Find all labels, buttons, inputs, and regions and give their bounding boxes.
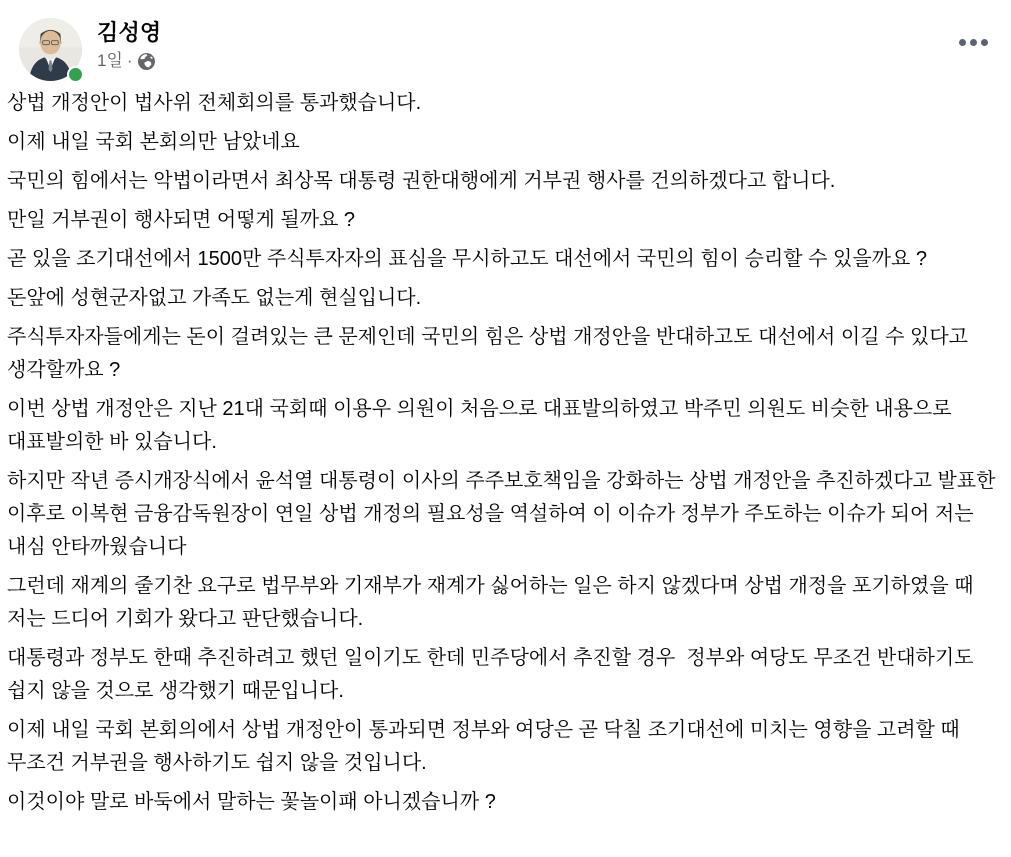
meta-separator: · [126,51,133,70]
post-paragraph: 이제 내일 국회 본회의만 남았네요 [7,131,300,153]
ellipsis-icon [959,39,966,46]
timestamp[interactable]: 1일 [97,51,123,70]
post-header [0,0,1011,81]
post-paragraph: 국민의 힘에서는 악법이라면서 최상목 대통령 권한대행에게 거부권 행사를 건의하겠다고 합니다. [7,170,836,192]
post-paragraph: 돈앞에 성현군자없고 가족도 없는게 현실입니다. [7,287,422,309]
header-text [97,18,161,72]
ellipsis-icon [970,39,977,46]
post-paragraph: 주식투자자들에게는 돈이 걸려있는 큰 문제인데 국민의 힘은 상법 개정안을 반대하고도 대선에서 이길 수 있다고 생각할까요 ? [7,326,974,381]
post-paragraph: 이제 내일 국회 본회의에서 상법 개정안이 통과되면 정부와 여당은 곧 닥칠 조기대선에 미치는 영향을 고려할 때 무조건 거부권을 행사하기도 쉽지 않을 것입니다. [7,719,966,774]
post-paragraph: 이번 상법 개정안은 지난 21대 국회때 이용우 의원이 처음으로 대표발의하였고 박주민 의원도 비슷한 내용으로 대표발의한 바 있습니다. [7,398,958,453]
post-paragraph: 그런데 재계의 줄기찬 요구로 법무부와 기재부가 재계가 싫어하는 일은 하지 않겠다며 상법 개정을 포기하였을 때 저는 드디어 기회가 왔다고 판단했습니다. [7,575,980,630]
post-options-button[interactable] [954,28,992,56]
globe-icon [138,53,155,70]
post-paragraph: 이것이야 말로 바둑에서 말하는 꽃놀이패 아니겠습니까 ? [7,791,496,813]
online-status-dot [67,66,84,83]
avatar[interactable] [19,18,82,81]
post-paragraph: 곧 있을 조기대선에서 1500만 주식투자자의 표심을 무시하고도 대선에서 국민의 힘이 승리할 수 있을까요 ? [7,248,927,270]
ellipsis-icon [981,39,988,46]
post-meta[interactable] [97,50,161,72]
post-paragraph: 만일 거부권이 행사되면 어떻게 될까요 ? [7,209,356,231]
author-name[interactable]: 김성영 [97,20,162,45]
post-paragraph: 대통령과 정부도 한때 추진하려고 했던 일이기도 한데 민주당에서 추진할 경우 정부와 여당도 무조건 반대하기도 쉽지 않을 것으로 생각했기 때문입니다. [7,647,980,702]
post-body [0,81,1011,819]
post-paragraph: 하지만 작년 증시개장식에서 윤석열 대통령이 이사의 주주보호책임을 강화하는 상법 개정안을 추진하겠다고 발표한 이후로 이복현 금융감독원장이 연일 상법 개정의 필요성을 역설하여 이 이슈가 정부가 주도하는 이슈가 되어 저는 내심 안타까웠습니다 [7,470,1002,558]
post-paragraph: 상법 개정안이 법사위 전체회의를 통과했습니다. [7,92,422,114]
